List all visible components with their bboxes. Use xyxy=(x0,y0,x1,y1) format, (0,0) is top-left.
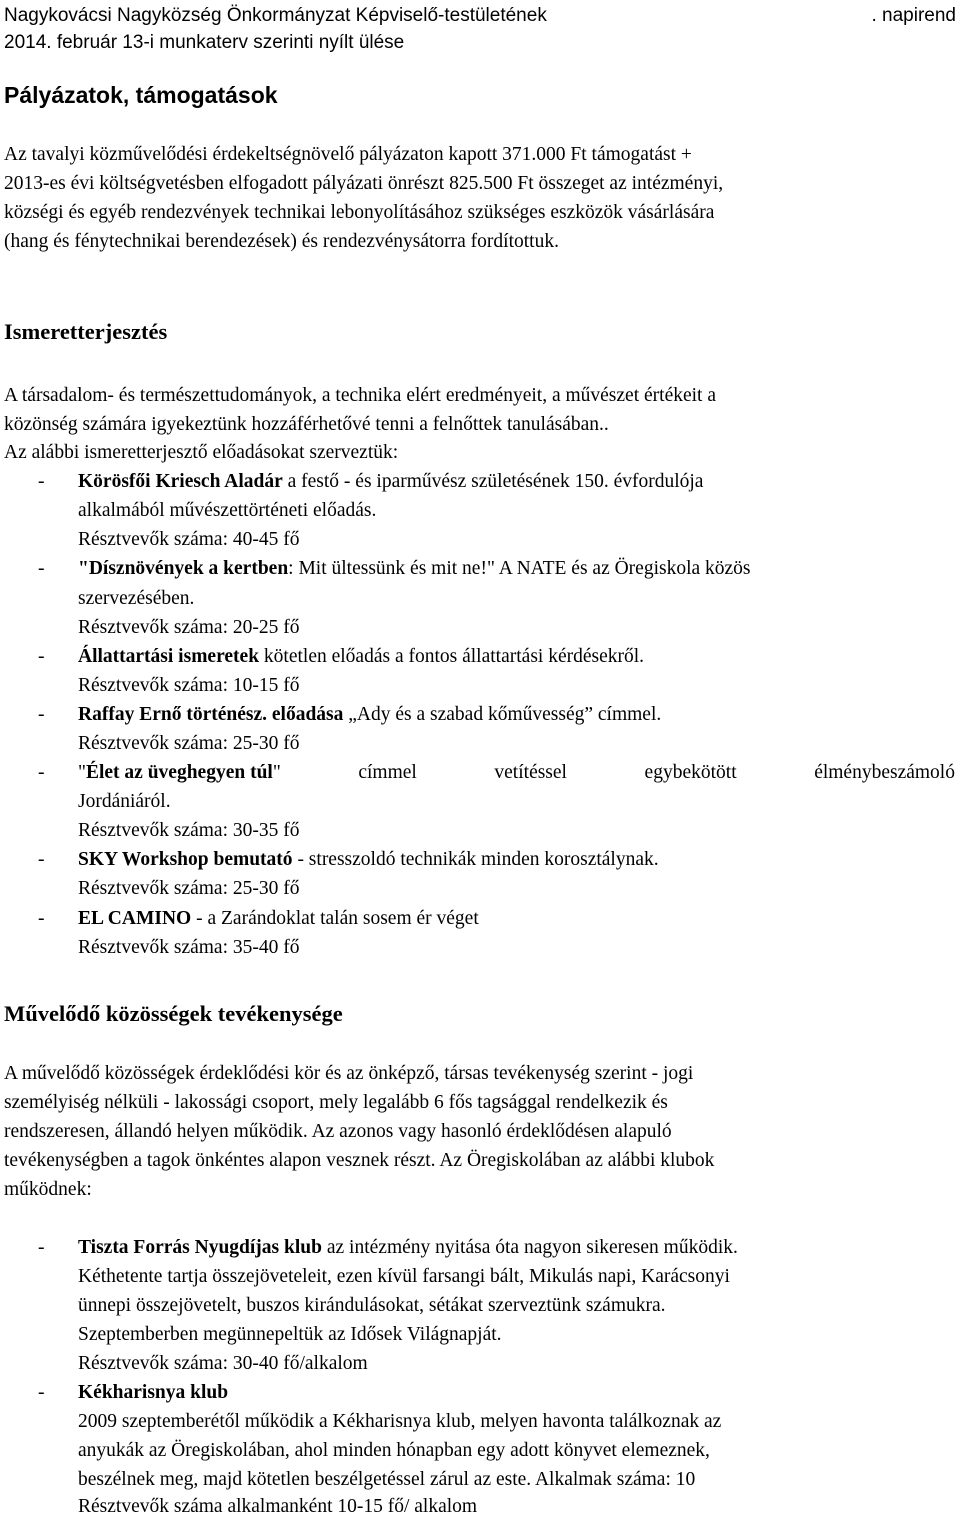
lecture-1-title xyxy=(78,472,703,492)
lecture-5-line-2: Jordániáról. xyxy=(78,791,171,812)
communities-paragraph-line-3: rendszeresen, állandó helyen működik. Az azonos vagy hasonló érdeklődésen alapuló xyxy=(4,1121,672,1142)
quote-open: " xyxy=(78,762,86,783)
lecture-2-line-2: szervezésében. xyxy=(78,588,195,609)
list-dash: - xyxy=(38,471,45,492)
lecture-5-word-3: egybekötött xyxy=(644,762,737,783)
communities-paragraph-line-5: működnek: xyxy=(4,1179,92,1200)
club-2-title xyxy=(78,1383,228,1403)
list-dash: - xyxy=(38,646,45,667)
lecture-2-description: : Mit ültessünk és mit ne!" A NATE és az Öregiskola közös xyxy=(288,558,751,579)
club-1-attendance: Résztvevők száma: 30-40 fő/alkalom xyxy=(78,1353,368,1374)
grants-paragraph-line-2: 2013-es évi költségvetésben elfogadott pályázati önrészt 825.500 Ft összeget az intézményi, xyxy=(4,173,724,194)
lecture-1-description: a festő - és iparművész születésének 150. évfordulója xyxy=(287,471,704,492)
section-title-grants: Pályázatok, támogatások xyxy=(4,82,278,108)
lecture-6-title xyxy=(78,850,659,870)
club-2-name: Kékharisnya klub xyxy=(78,1382,229,1403)
club-1-line-4: Szeptemberben megünnepeltük az Idősek Világnapját. xyxy=(78,1324,502,1345)
list-dash: - xyxy=(38,558,45,579)
list-dash: - xyxy=(38,1382,45,1403)
club-2-line-2: anyukák az Öregiskolában, ahol minden hónapban egy adott könyvet elemeznek, xyxy=(78,1440,710,1461)
lecture-7-title xyxy=(78,909,479,929)
quote-close: " xyxy=(272,762,281,783)
education-paragraph-line-1: A társadalom- és természettudományok, a technika elért eredményeit, a művészet értékeit a xyxy=(4,385,716,406)
header-session-date: 2014. február 13-i munkaterv szerinti nyílt ülése xyxy=(4,32,405,53)
lecture-4-label: előadása xyxy=(271,704,344,725)
communities-paragraph-line-4: tevékenységben a tagok önkéntes alapon vesznek részt. Az Öregiskolában az alábbi klubok xyxy=(4,1150,715,1171)
lecture-3-description: kötetlen előadás a fontos állattartási kérdésekről. xyxy=(259,646,645,667)
list-dash: - xyxy=(38,1237,45,1258)
club-1-name: Tiszta Forrás Nyugdíjas klub xyxy=(78,1237,322,1258)
lecture-1-line-2: alkalmából művészettörténeti előadás. xyxy=(78,500,377,521)
lecture-2-title xyxy=(78,559,751,579)
lecture-3-attendance: Résztvevők száma: 10-15 fő xyxy=(78,675,300,696)
club-1-line-3: ünnepi összejövetelt, buszos kirándulásokat, sétákat szerveztünk számukra. xyxy=(78,1295,666,1316)
list-dash: - xyxy=(38,849,45,870)
list-dash: - xyxy=(38,704,45,725)
lecture-5-name-bold: Élet az üveghegyen túl xyxy=(85,762,273,783)
club-2-attendance: Résztvevők száma alkalmanként 10-15 fő/ alkalom xyxy=(78,1496,478,1517)
lecture-3-title xyxy=(78,647,644,667)
club-2-line-1: 2009 szeptemberétől működik a Kékharisnya klub, melyen havonta találkoznak az xyxy=(78,1411,722,1432)
section-title-communities: Művelődő közösségek tevékenysége xyxy=(4,1001,343,1026)
lecture-6-name: SKY Workshop bemutató xyxy=(78,849,293,870)
list-dash: - xyxy=(38,762,45,783)
lectures-intro: Az alábbi ismeretterjesztő előadásokat szerveztük: xyxy=(4,442,399,463)
header-council-name: Nagykovácsi Nagyközség Önkormányzat Képviselő-testületének xyxy=(4,5,547,26)
grants-paragraph-line-4: (hang és fénytechnikai berendezések) és rendezvénysátorra fordítottuk. xyxy=(4,231,559,252)
lecture-5-word-1: címmel xyxy=(358,762,417,783)
lecture-5-title xyxy=(78,763,955,783)
lecture-6-description: - stresszoldó technikák minden korosztálynak. xyxy=(292,849,659,870)
club-1-description: az intézmény nyitása óta nagyon sikeresen működik. xyxy=(321,1237,738,1258)
lecture-5-name xyxy=(78,763,281,783)
lecture-5-word-2: vetítéssel xyxy=(494,762,567,783)
list-dash: - xyxy=(38,908,45,929)
communities-paragraph-line-2: személyiség nélküli - lakossági csoport, mely legalább 6 fős tagsággal rendelkezik és xyxy=(4,1092,668,1113)
club-1-title xyxy=(78,1238,738,1258)
section-title-education: Ismeretterjesztés xyxy=(4,319,168,344)
lecture-5-word-4: élménybeszámoló xyxy=(814,762,955,783)
lecture-7-description: - a Zarándoklat talán sosem ér véget xyxy=(191,908,479,929)
lecture-4-title xyxy=(78,705,661,725)
lecture-7-attendance: Résztvevők száma: 35-40 fő xyxy=(78,937,300,958)
club-1-line-2: Kéthetente tartja összejöveteleit, ezen kívül farsangi bált, Mikulás napi, Karácsonyi xyxy=(78,1266,730,1287)
lecture-4-attendance: Résztvevők száma: 25-30 fő xyxy=(78,733,300,754)
grants-paragraph-line-1: Az tavalyi közművelődési érdekeltségnövelő pályázaton kapott 371.000 Ft támogatást + xyxy=(4,144,692,165)
lecture-2-attendance: Résztvevők száma: 20-25 fő xyxy=(78,617,300,638)
grants-paragraph-line-3: községi és egyéb rendezvények technikai lebonyolításához szükséges eszközök vásárlására xyxy=(4,202,715,223)
header-agenda-item: . napirend xyxy=(871,5,956,26)
lecture-1-name: Körösfői Kriesch Aladár xyxy=(78,471,283,492)
lecture-6-attendance: Résztvevők száma: 25-30 fő xyxy=(78,878,300,899)
lecture-1-attendance: Résztvevők száma: 40-45 fő xyxy=(78,529,300,550)
lecture-4-description: „Ady és a szabad kőművesség” címmel. xyxy=(343,704,662,725)
lecture-4-lecturer: Raffay Ernő történész. xyxy=(78,704,267,725)
lecture-2-name: "Dísznövények a kertben xyxy=(78,558,289,579)
club-2-line-3: beszélnek meg, majd kötetlen beszélgetéssel zárul az este. Alkalmak száma: 10 xyxy=(78,1469,696,1490)
lecture-5-attendance: Résztvevők száma: 30-35 fő xyxy=(78,820,300,841)
communities-paragraph-line-1: A művelődő közösségek érdeklődési kör és az önképző, társas tevékenység szerint - jogi xyxy=(4,1063,694,1084)
lecture-3-name: Állattartási ismeretek xyxy=(78,646,260,667)
lecture-7-name: EL CAMINO xyxy=(78,908,192,929)
education-paragraph-line-2: közönség számára igyekeztünk hozzáférhetővé tenni a felnőttek tanulásában.. xyxy=(4,414,609,435)
